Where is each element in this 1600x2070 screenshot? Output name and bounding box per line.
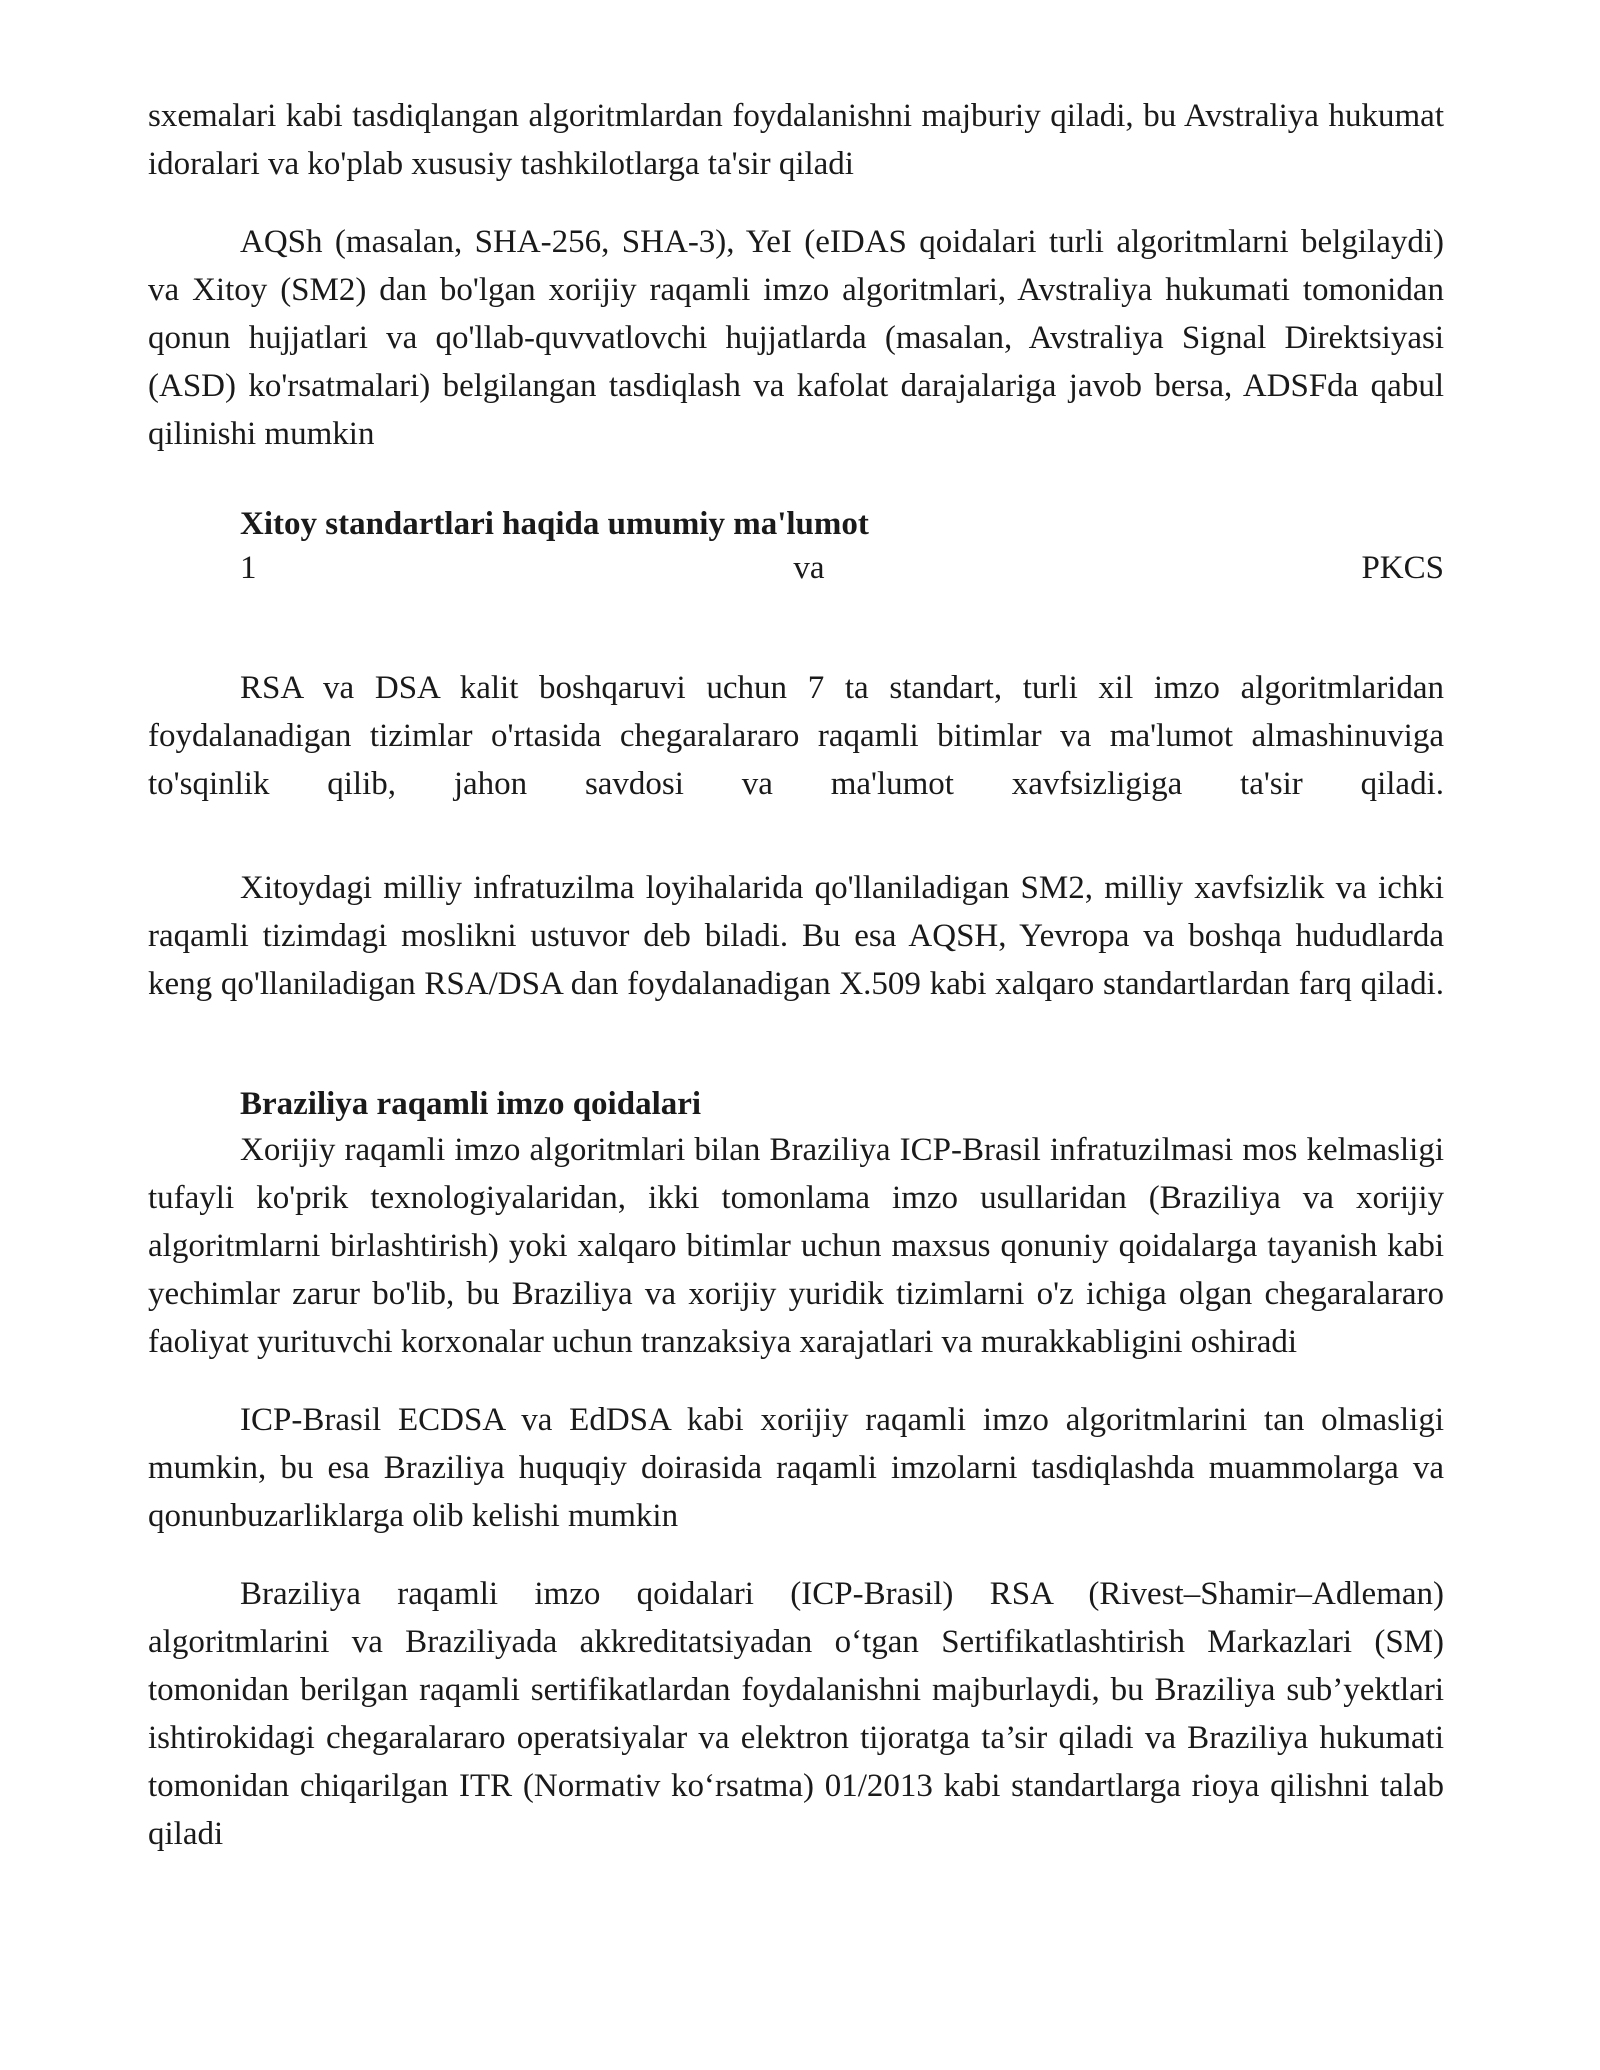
spacer — [148, 590, 1444, 664]
spacer — [148, 188, 1444, 218]
spacer — [148, 808, 1444, 864]
heading-brazil-rules: Braziliya raqamli imzo qoidalari — [240, 1086, 702, 1122]
china-line-right: PKCS — [1361, 550, 1444, 586]
china-standards-line — [148, 546, 1444, 590]
spacer — [148, 1366, 1444, 1396]
spacer — [148, 1540, 1444, 1570]
paragraph-continuation: sxemalari kabi tasdiqlangan algoritmlardan foydalanishni majburiy qiladi, bu Avstraliya hukumat idoralari va ko'plab xususiy tashkilotlarga ta'sir qiladi — [148, 98, 1444, 182]
china-line-mid: va — [793, 550, 825, 586]
paragraph-icp-brasil-rsa: Braziliya raqamli imzo qoidalari (ICP-Brasil) RSA (Rivest–Shamir–Adleman) algoritmlarini va Braziliyada akkreditatsiyadan o‘tgan Sertifikatlashtirish Markazlari (SM) tomonidan berilgan raqamli sertifikatlardan foydalanishni majburlaydi, bu Braziliya sub’yektlari ishtirokidagi chegaralararo operatsiyalar va elektron tijoratga ta’sir qiladi va Braziliya hukumati tomonidan chiqarilgan ITR (Normativ ko‘rsatma) 01/2013 kabi standartlarga rioya qilishni talab qiladi — [148, 1576, 1444, 1852]
paragraph-foreign-algorithms-australia: AQSh (masalan, SHA-256, SHA-3), YeI (eIDAS qoidalari turli algoritmlarni belgilaydi) va Xitoy (SM2) dan bo'lgan xorijiy raqamli imzo algoritmlari, Avstraliya hukumati tomonidan qonun hujjatlari va qo'llab-quvvatlovchi hujjatlarda (masalan, Avstraliya Signal Direktsiyasi (ASD) ko'rsatmalari) belgilangan tasdiqlash va kafolat darajalariga javob bersa, ADSFda qabul qilinishi mumkin — [148, 224, 1444, 452]
paragraph-icp-brasil-incompatibility: Xorijiy raqamli imzo algoritmlari bilan Braziliya ICP-Brasil infratuzilmasi mos kelmasligi tufayli ko'prik texnologiyalaridan, ikki tomonlama imzo usullaridan (Braziliya va xorijiy algoritmlarni birlashtirish) yoki xalqaro bitimlar uchun maxsus qonuniy qoidalarga tayanish kabi yechimlar zarur bo'lib, bu Braziliya va xorijiy yuridik tizimlarni o'z ichiga olgan chegaralararo faoliyat yurituvchi korxonalar uchun tranzaksiya xarajatlari va murakkabligini oshiradi — [148, 1132, 1444, 1360]
spacer — [148, 458, 1444, 502]
paragraph-sm2-china: Xitoydagi milliy infratuzilma loyihalarida qo'llaniladigan SM2, milliy xavfsizlik va ichki raqamli tizimdagi moslikni ustuvor deb biladi. Bu esa AQSH, Yevropa va boshqa hududlarda keng qo'llaniladigan RSA/DSA dan foydalanadigan X.509 kabi xalqaro standartlardan farq qiladi. — [148, 870, 1444, 1002]
paragraph-icp-brasil-recognition: ICP-Brasil ECDSA va EdDSA kabi xorijiy raqamli imzo algoritmlarini tan olmasligi mumkin, bu esa Braziliya huquqiy doirasida raqamli imzolarni tasdiqlashda muammolarga va qonunbuzarliklarga olib kelishi mumkin — [148, 1402, 1444, 1534]
paragraph-rsa-dsa-standards: RSA va DSA kalit boshqaruvi uchun 7 ta standart, turli xil imzo algoritmlaridan foydalanadigan tizimlar o'rtasida chegaralararo raqamli bitimlar va ma'lumot almashinuviga to'sqinlik qilib, jahon savdosi va ma'lumot xavfsizligiga ta'sir qiladi. — [148, 670, 1444, 802]
spacer — [148, 1008, 1444, 1082]
document-page — [148, 92, 1444, 1858]
heading-china-standards: Xitoy standartlari haqida umumiy ma'lumot — [240, 506, 869, 542]
china-line-left: 1 — [240, 550, 257, 586]
